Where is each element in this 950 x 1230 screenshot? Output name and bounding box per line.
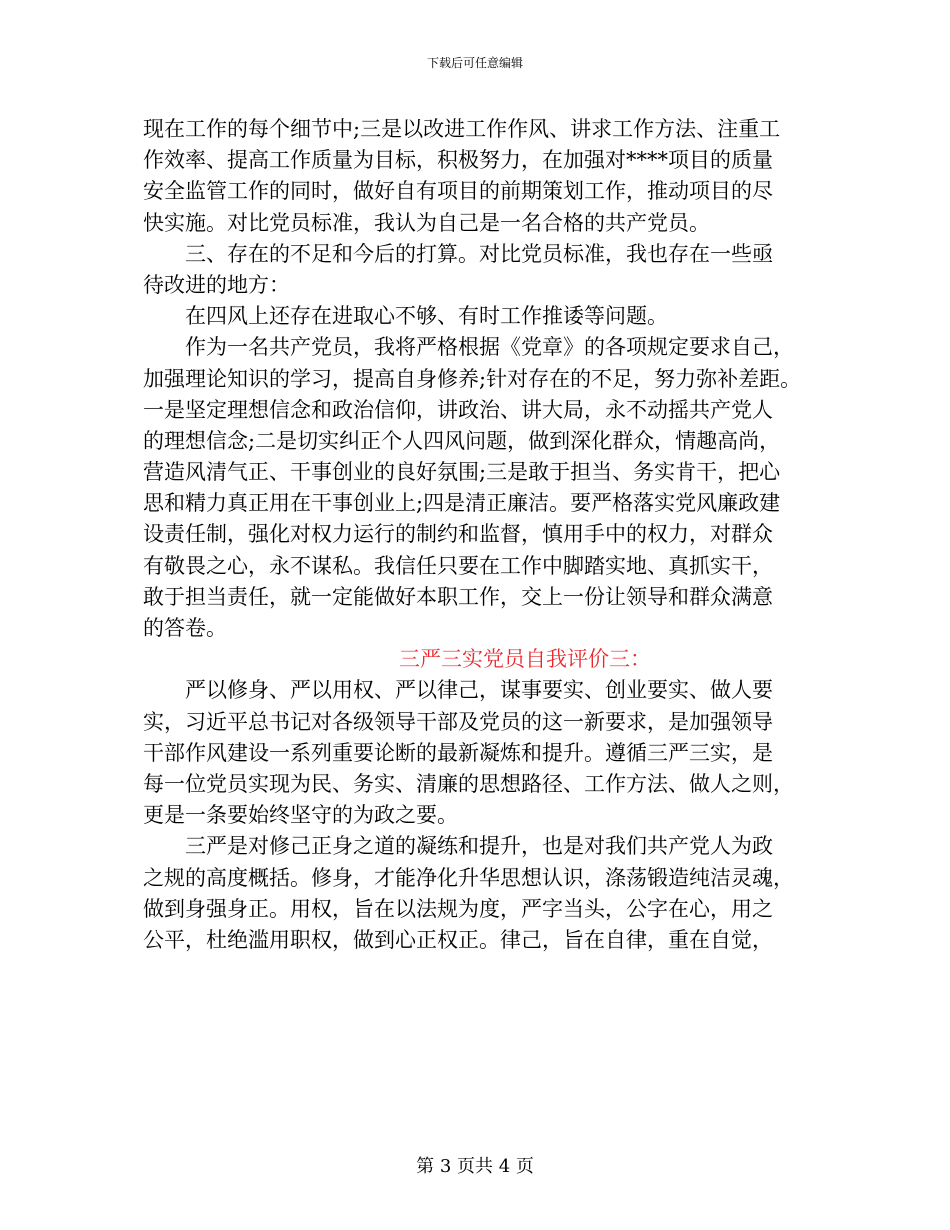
text-line: 的理想信念;二是切实纠正个人四风问题，做到深化群众，情趣高尚， (143, 428, 781, 453)
text-line: 在四风上还存在进取心不够、有时工作推诿等问题。 (185, 304, 668, 329)
page-header: 下载后可任意编辑 (426, 56, 523, 70)
text-line: 作效率、提高工作质量为目标，积极努力，在加强对****项目的质量 (143, 148, 773, 173)
text-line: 更是一条要始终坚守的为政之要。 (143, 803, 458, 828)
text-line: 有敬畏之心，永不谋私。我信任只要在工作中脚踏实地、真抓实干， (143, 553, 773, 578)
text-line: 营造风清气正、干事创业的良好氛围;三是敢于担当、务实肯干，把心 (143, 460, 781, 485)
paragraph (143, 301, 823, 332)
text-line: 三严是对修己正身之道的凝练和提升，也是对我们共产党人为政 (185, 834, 773, 859)
text-line: 现在工作的每个细节中;三是以改进工作作风、讲求工作方法、注重工 (143, 117, 781, 141)
text-line: 设责任制，强化对权力运行的制约和监督，慎用手中的权力，对群众 (143, 522, 773, 547)
text-line: 实，习近平总书记对各级领导干部及党员的这一新要求，是加强领导 (143, 709, 773, 734)
paragraph (143, 332, 823, 644)
text-line: 的答卷。 (143, 616, 227, 640)
section-heading: 三严三实党员自我评价三： (399, 647, 651, 672)
text-line: 敢于担当责任，就一定能做好本职工作，交上一份让领导和群众满意 (143, 584, 773, 609)
text-line: 加强理论知识的学习，提高自身修养;针对存在的不足，努力弥补差距。 (143, 366, 802, 391)
text-line: 一是坚定理想信念和政治信仰，讲政治、讲大局，永不动摇共产党人 (143, 397, 773, 422)
text-line: 待改进的地方： (143, 272, 290, 297)
document-body (143, 114, 823, 956)
paragraph (143, 831, 823, 956)
text-line: 每一位党员实现为民、务实、清廉的思想路径、工作方法、做人之则， (143, 771, 794, 796)
paragraph (143, 675, 823, 831)
text-line: 安全监管工作的同时，做好自有项目的前期策划工作，推动项目的尽 (143, 179, 773, 204)
text-line: 严以修身、严以用权、严以律己，谋事要实、创业要实、做人要 (185, 678, 773, 703)
text-line: 思和精力真正用在干事创业上;四是清正廉洁。要严格落实党风廉政建 (143, 491, 781, 516)
page-footer: 第 3 页共 4 页 (416, 1156, 534, 1177)
paragraph (143, 114, 823, 239)
text-line: 做到身强身正。用权，旨在以法规为度，严字当头，公字在心，用之 (143, 896, 773, 921)
text-line: 公平，杜绝滥用职权，做到心正权正。律己，旨在自律，重在自觉， (143, 927, 773, 952)
text-line: 快实施。对比党员标准，我认为自己是一名合格的共产党员。 (143, 210, 710, 235)
text-line: 干部作风建设一系列重要论断的最新凝炼和提升。遵循三严三实，是 (143, 740, 773, 765)
text-line: 之规的高度概括。修身，才能净化升华思想认识，涤荡锻造纯洁灵魂， (143, 865, 794, 890)
text-line: 三、存在的不足和今后的打算。对比党员标准，我也存在一些亟 (185, 241, 773, 266)
paragraph (143, 239, 823, 301)
text-line: 作为一名共产党员，我将严格根据《党章》的各项规定要求自己， (185, 335, 794, 360)
